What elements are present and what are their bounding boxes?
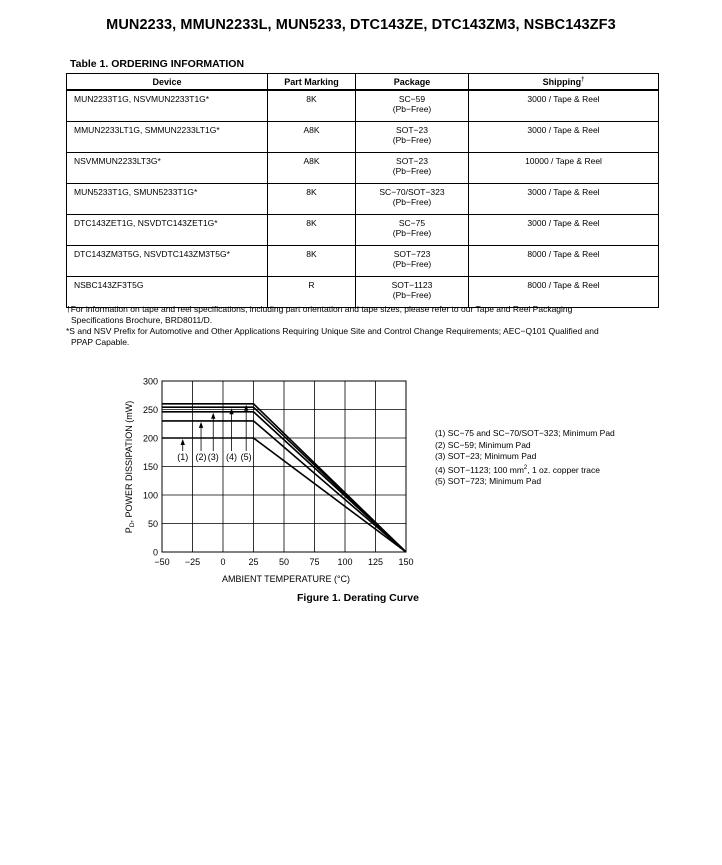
y-axis-title-lead: P	[124, 527, 134, 534]
header-part-marking: Part Marking	[268, 74, 356, 91]
shipping-cell: 3000 / Tape & Reel	[469, 215, 659, 246]
package-name: SC−59	[398, 94, 426, 104]
x-tick-label: 50	[278, 557, 290, 567]
marking-cell: R	[268, 277, 356, 308]
package-name: SOT−23	[396, 156, 428, 166]
y-axis-title-main: , POWER DISSIPATION (mW)	[124, 400, 134, 523]
legend-item	[435, 463, 615, 476]
page-title: MUN2233, MMUN2233L, MUN5233, DTC143ZE, DTC143ZM3, NSBC143ZF3	[106, 17, 616, 33]
marking-cell: 8K	[268, 215, 356, 246]
shipping-cell: 10000 / Tape & Reel	[469, 153, 659, 184]
header-device: Device	[67, 74, 268, 91]
annotation-arrowhead	[181, 439, 185, 445]
package-name: SOT−23	[396, 125, 428, 135]
shipping-cell: 3000 / Tape & Reel	[469, 184, 659, 215]
x-tick-label: 100	[337, 557, 353, 567]
annotation-arrowhead	[199, 422, 203, 428]
y-tick-label: 0	[152, 547, 158, 558]
x-tick-label: −50	[154, 557, 170, 567]
y-tick-label: 50	[147, 519, 158, 529]
figure-caption: Figure 1. Derating Curve	[297, 592, 419, 604]
nsv-prefix-note-cont: PPAP Capable.	[71, 337, 130, 347]
header-package: Package	[356, 74, 469, 91]
x-tick-label: −25	[184, 557, 201, 567]
y-tick-label: 100	[142, 490, 158, 501]
x-tick-label: 0	[220, 557, 226, 567]
y-tick-label: 300	[142, 376, 158, 387]
marking-cell: A8K	[268, 153, 356, 184]
nsv-prefix-note: *S and NSV Prefix for Automotive and Other Applications Requiring Unique Site and Control Change Requirements; AEC−Q101 Qualified and	[66, 326, 599, 336]
y-axis-title	[124, 401, 136, 533]
package-note: (Pb−Free)	[392, 228, 432, 238]
annotation-label: (4)	[226, 452, 238, 462]
legend-superscript: 2	[523, 464, 528, 471]
device-cell: NSBC143ZF3T5G	[67, 277, 268, 308]
legend-item-text: (4) SOT−1123; 100 mm	[435, 464, 524, 475]
device-cell: NSVMMUN2233LT3G*	[67, 153, 268, 184]
tape-reel-note-cont: Specifications Brochure, BRD8011/D.	[71, 315, 213, 325]
annotation-label: (1)	[177, 452, 189, 462]
y-tick-label: 150	[142, 462, 158, 472]
shipping-cell: 8000 / Tape & Reel	[469, 277, 659, 308]
package-note: (Pb−Free)	[392, 166, 432, 176]
header-shipping-label: Shipping	[542, 76, 582, 87]
package-name: SOT−1123	[391, 280, 433, 290]
shipping-cell: 3000 / Tape & Reel	[469, 122, 659, 153]
y-tick-label: 200	[142, 433, 158, 444]
annotation-arrowhead	[211, 413, 215, 419]
package-note: (Pb−Free)	[392, 290, 432, 300]
chart-legend	[435, 428, 615, 487]
marking-cell: 8K	[268, 90, 356, 122]
package-name: SOT−723	[393, 249, 431, 259]
x-axis-title: AMBIENT TEMPERATURE (°C)	[221, 574, 351, 584]
device-cell: MUN5233T1G, SMUN5233T1G*	[67, 184, 268, 215]
x-tick-label: 75	[309, 557, 320, 567]
package-note: (Pb−Free)	[392, 135, 432, 145]
legend-item: (1) SC−75 and SC−70/SOT−323; Minimum Pad	[435, 428, 615, 438]
shipping-cell: 8000 / Tape & Reel	[469, 246, 659, 277]
dagger-mark: †	[581, 76, 585, 83]
legend-item: (2) SC−59; Minimum Pad	[435, 439, 531, 450]
device-cell: DTC143ZET1G, NSVDTC143ZET1G*	[67, 215, 268, 246]
tape-reel-note: †For information on tape and reel specifications, including part orientation and tape sizes, please refer to our Tape and Reel Packaging	[66, 304, 573, 314]
device-cell: DTC143ZM3T5G, NSVDTC143ZM3T5G*	[67, 246, 268, 277]
annotation-label: (2)	[195, 452, 207, 462]
marking-cell: 8K	[268, 184, 356, 215]
legend-item: (5) SOT−723; Minimum Pad	[435, 475, 542, 486]
annotation-label: (3)	[207, 452, 219, 462]
package-name: SC−70/SOT−323	[379, 187, 445, 197]
legend-item-rest: , 1 oz. copper trace	[527, 464, 601, 475]
table-caption: Table 1. ORDERING INFORMATION	[70, 58, 245, 70]
device-cell: MUN2233T1G, NSVMUN2233T1G*	[67, 90, 268, 122]
marking-cell: A8K	[268, 122, 356, 153]
x-tick-label: 125	[367, 557, 384, 567]
shipping-cell: 3000 / Tape & Reel	[469, 90, 659, 122]
legend-item: (3) SOT−23; Minimum Pad	[435, 451, 537, 461]
package-note: (Pb−Free)	[392, 104, 432, 114]
package-note: (Pb−Free)	[392, 259, 432, 269]
y-tick-label: 250	[142, 405, 158, 415]
annotation-label: (5)	[240, 452, 252, 462]
marking-cell: 8K	[268, 246, 356, 277]
x-tick-label: 25	[248, 557, 259, 567]
package-name: SC−75	[398, 218, 426, 228]
package-note: (Pb−Free)	[392, 197, 432, 207]
x-tick-label: 150	[398, 557, 414, 567]
y-axis-title-subscript: D	[129, 522, 136, 528]
device-cell: MMUN2233LT1G, SMMUN2233LT1G*	[67, 122, 268, 153]
